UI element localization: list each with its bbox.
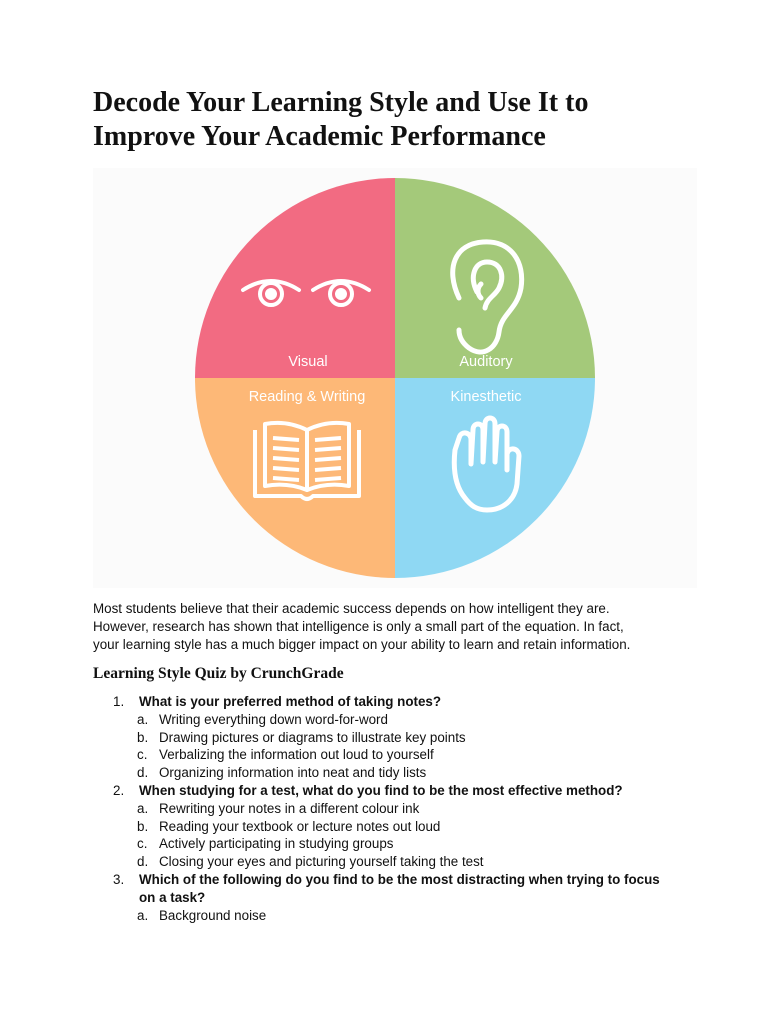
- quiz-question: [113, 871, 673, 924]
- answer-option: [113, 764, 673, 782]
- answer-option: [113, 729, 673, 747]
- option-text: Writing everything down word-for-word: [159, 711, 388, 727]
- option-letter: a.: [137, 711, 149, 727]
- visual-label: Visual: [288, 354, 328, 370]
- option-letter: d.: [137, 765, 149, 781]
- answer-option-list: [113, 907, 673, 925]
- kinesthetic-quadrant: [395, 378, 595, 578]
- answer-option: [113, 835, 673, 853]
- question-number: 1.: [113, 694, 125, 709]
- option-text: Verbalizing the information out loud to yourself: [159, 747, 434, 763]
- question-text: [139, 871, 673, 907]
- answer-option-list: [113, 800, 673, 871]
- reading-writing-label: Reading & Writing: [248, 389, 366, 405]
- option-text: Rewriting your notes in a different colour ink: [159, 800, 420, 816]
- answer-option-list: [113, 711, 673, 782]
- option-letter: c.: [137, 836, 148, 852]
- question-number: 2.: [113, 782, 125, 798]
- option-text: Closing your eyes and picturing yourself taking the test: [159, 854, 484, 870]
- intro-paragraph: [93, 600, 693, 654]
- option-letter: d.: [137, 854, 149, 870]
- question-number: 3.: [113, 871, 125, 887]
- intro-line: However, research has shown that intelligence is only a small part of the equation. In fact,: [93, 619, 624, 634]
- option-text: Background noise: [159, 907, 267, 923]
- intro-line: Most students believe that their academic success depends on how intelligent they are.: [93, 601, 610, 616]
- answer-option: [113, 818, 673, 836]
- option-text: Actively participating in studying groups: [159, 836, 394, 852]
- answer-option: [113, 711, 673, 729]
- option-text: Organizing information into neat and tidy lists: [159, 765, 427, 781]
- question-text-line: Which of the following do you find to be the most distracting when trying to focus: [139, 871, 660, 887]
- title-line: Decode Your Learning Style and Use It to: [93, 87, 589, 118]
- intro-line: your learning style has a much bigger impact on your ability to learn and retain information.: [93, 637, 631, 652]
- option-letter: b.: [137, 818, 149, 834]
- answer-option: [113, 907, 673, 925]
- question-text-line: on a task?: [139, 889, 206, 905]
- quiz-question: [113, 782, 673, 871]
- answer-option: [113, 853, 673, 871]
- quiz-question-list: [113, 693, 673, 924]
- auditory-label: Auditory: [459, 354, 513, 370]
- quiz-question: [113, 693, 673, 782]
- option-letter: b.: [137, 729, 149, 745]
- option-text: Reading your textbook or lecture notes out loud: [159, 818, 441, 834]
- answer-option: [113, 746, 673, 764]
- answer-option: [113, 800, 673, 818]
- visual-quadrant: [195, 178, 395, 378]
- option-letter: c.: [137, 747, 148, 763]
- title-line: Improve Your Academic Performance: [93, 121, 546, 152]
- option-letter: a.: [137, 800, 149, 816]
- option-text: Drawing pictures or diagrams to illustrate key points: [159, 729, 466, 745]
- page-title: [93, 86, 713, 154]
- quiz-heading: Learning Style Quiz by CrunchGrade: [93, 665, 344, 682]
- learning-styles-wheel-graphic: [93, 168, 697, 588]
- kinesthetic-label: Kinesthetic: [450, 389, 522, 405]
- option-letter: a.: [137, 907, 149, 923]
- question-text: [139, 693, 673, 711]
- question-text-line: What is your preferred method of taking notes?: [139, 694, 442, 709]
- learning-styles-wheel: [93, 168, 697, 588]
- question-text-line: When studying for a test, what do you find to be the most effective method?: [139, 782, 623, 798]
- auditory-quadrant: [395, 178, 595, 378]
- question-text: [139, 782, 673, 800]
